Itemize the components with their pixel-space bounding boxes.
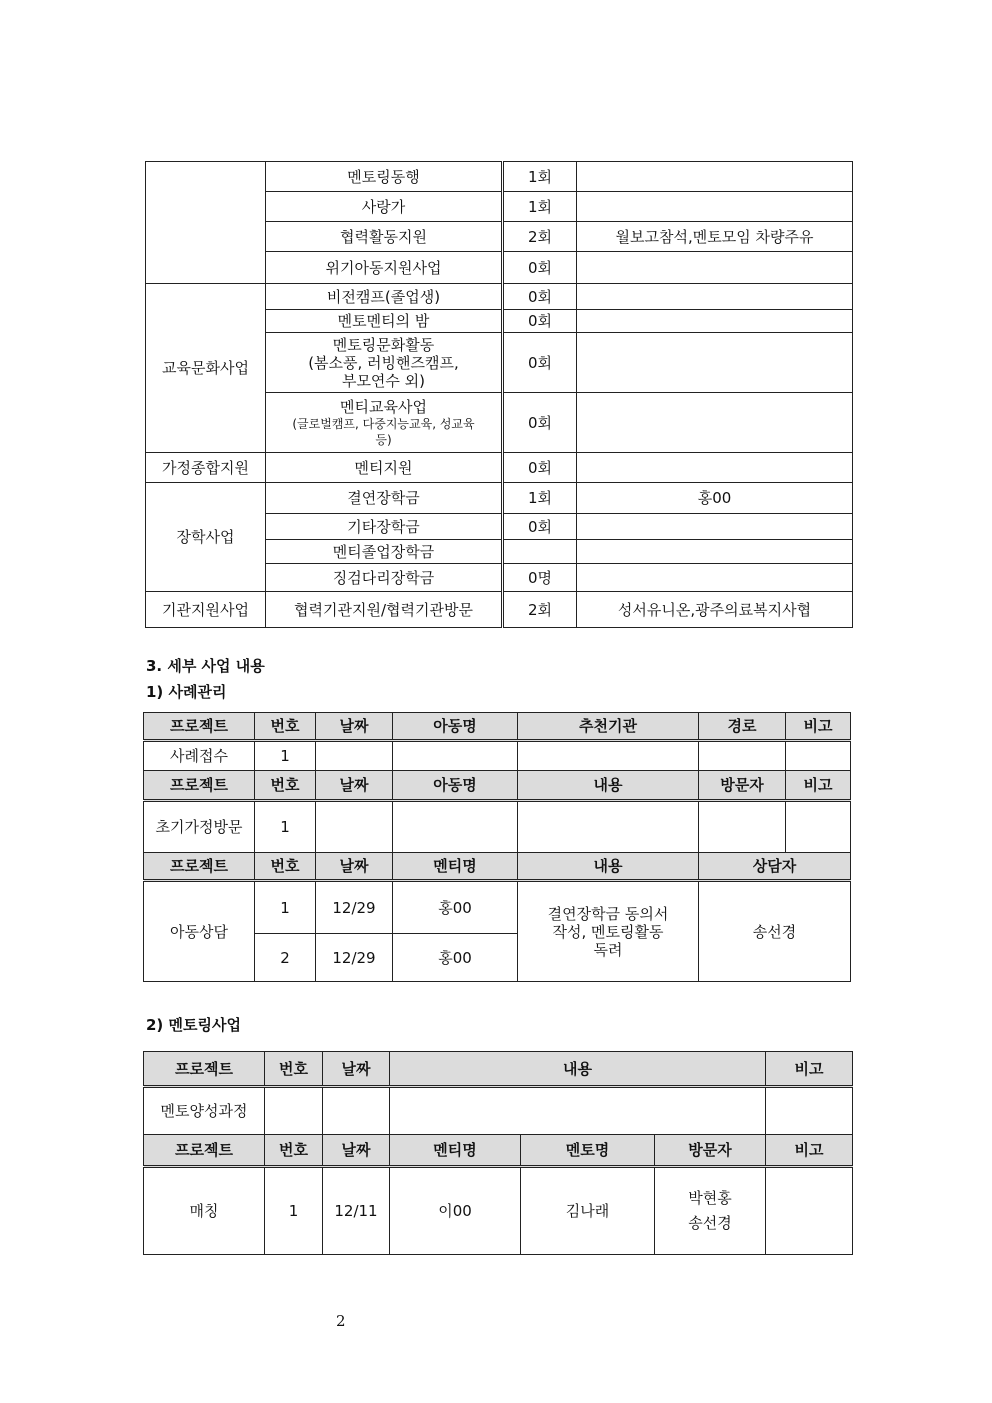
activity-line: 멘티교육사업 (340, 397, 427, 416)
cell-mentee-name: 홍00 (393, 934, 518, 982)
activity-note (577, 514, 853, 540)
cell-date: 12/29 (316, 881, 393, 934)
cell-project: 매칭 (144, 1167, 265, 1255)
activity-name: 멘토멘티의 밤 (266, 310, 503, 333)
category-institution: 기관지원사업 (146, 592, 266, 628)
activity-name: 위기아동지원사업 (266, 252, 503, 284)
cell-remarks (766, 1167, 853, 1255)
cell-date (316, 741, 393, 771)
content-line: 결연장학금 동의서 (547, 904, 669, 923)
header-date: 날짜 (316, 771, 393, 801)
cell-date: 12/29 (316, 934, 393, 982)
activity-name: 비전캠프(졸업생) (266, 284, 503, 310)
cell-content (390, 1087, 766, 1135)
activity-count: 0회 (503, 514, 577, 540)
cell-date (316, 801, 393, 853)
header-remarks: 비고 (786, 771, 851, 801)
category-family: 가정종합지원 (146, 453, 266, 483)
header-child-name: 아동명 (393, 713, 518, 741)
visitor-name: 박현홍 (688, 1189, 732, 1207)
cell-project: 아동상담 (144, 881, 255, 982)
subsection-case-management: 1) 사례관리 (146, 683, 227, 701)
header-number: 번호 (255, 771, 316, 801)
activity-count: 1회 (503, 192, 577, 222)
activity-count: 0회 (503, 284, 577, 310)
header-visitor: 방문자 (699, 771, 786, 801)
category-cell-empty (146, 162, 266, 284)
subsection-mentoring: 2) 멘토링사업 (146, 1016, 241, 1034)
activity-count: 1회 (503, 483, 577, 514)
activity-count: 0회 (503, 393, 577, 453)
cell-child-name (393, 741, 518, 771)
cell-mentee-name: 이00 (390, 1167, 521, 1255)
activity-line: (글로벌캠프, 다중지능교육, 성교육 (292, 416, 475, 431)
activity-count: 0명 (503, 564, 577, 592)
activity-name: 협력활동지원 (266, 222, 503, 252)
cell-content (518, 881, 699, 982)
activity-note (577, 453, 853, 483)
activity-note: 월보고참석,멘토모임 차량주유 (577, 222, 853, 252)
header-route: 경로 (699, 713, 786, 741)
activity-count: 2회 (503, 222, 577, 252)
header-date: 날짜 (316, 853, 393, 881)
activity-name: 사랑가 (266, 192, 503, 222)
activity-name: 징검다리장학금 (266, 564, 503, 592)
header-number: 번호 (255, 713, 316, 741)
header-remarks: 비고 (766, 1052, 853, 1087)
header-mentor-name: 멘토명 (521, 1135, 655, 1167)
header-content: 내용 (518, 853, 699, 881)
header-content: 내용 (390, 1052, 766, 1087)
activity-note (577, 284, 853, 310)
activity-note (577, 564, 853, 592)
header-project: 프로젝트 (144, 1052, 265, 1087)
cell-project: 초기가정방문 (144, 801, 255, 853)
activity-name-multiline (266, 333, 503, 393)
header-project: 프로젝트 (144, 853, 255, 881)
header-number: 번호 (265, 1052, 323, 1087)
page-number: 2 (336, 1312, 346, 1330)
cell-number: 1 (255, 881, 316, 934)
activity-note (577, 540, 853, 564)
activity-line: (봄소풍, 러빙핸즈캠프, (308, 353, 459, 372)
header-date: 날짜 (323, 1052, 390, 1087)
header-remarks: 비고 (786, 713, 851, 741)
header-mentee-name: 멘티명 (393, 853, 518, 881)
cell-remarks (786, 801, 851, 853)
cell-number: 2 (255, 934, 316, 982)
cell-remarks (766, 1087, 853, 1135)
cell-counselor: 송선경 (699, 881, 851, 982)
cell-date: 12/11 (323, 1167, 390, 1255)
category-education: 교육문화사업 (146, 284, 266, 453)
header-visitor: 방문자 (655, 1135, 766, 1167)
cell-mentor-name: 김나래 (521, 1167, 655, 1255)
activity-count: 0회 (503, 333, 577, 393)
activity-note (577, 162, 853, 192)
cell-date (323, 1087, 390, 1135)
cell-project: 사례접수 (144, 741, 255, 771)
header-counselor: 상담자 (699, 853, 851, 881)
header-referral-agency: 추천기관 (518, 713, 699, 741)
cell-project: 멘토양성과정 (144, 1087, 265, 1135)
cell-route (699, 741, 786, 771)
mentoring-table (143, 1051, 853, 1255)
activity-count (503, 540, 577, 564)
cell-visitor (655, 1167, 766, 1255)
activity-name: 멘티지원 (266, 453, 503, 483)
header-number: 번호 (255, 853, 316, 881)
header-number: 번호 (265, 1135, 323, 1167)
activity-note (577, 310, 853, 333)
activity-note (577, 333, 853, 393)
activity-line: 멘토링문화활동 (332, 335, 435, 354)
header-date: 날짜 (323, 1135, 390, 1167)
activity-name: 협력기관지원/협력기관방문 (266, 592, 503, 628)
cell-number: 1 (255, 801, 316, 853)
activity-name: 멘티졸업장학금 (266, 540, 503, 564)
activity-note: 성서유니온,광주의료복지사협 (577, 592, 853, 628)
content-line: 독려 (593, 940, 623, 959)
activity-name-multiline (266, 393, 503, 453)
activity-count: 0회 (503, 453, 577, 483)
header-remarks: 비고 (766, 1135, 853, 1167)
activity-note: 홍00 (577, 483, 853, 514)
cell-referral-agency (518, 741, 699, 771)
activity-note (577, 393, 853, 453)
section-title: 3. 세부 사업 내용 (146, 657, 265, 675)
activity-note (577, 252, 853, 284)
header-child-name: 아동명 (393, 771, 518, 801)
activity-count: 1회 (503, 162, 577, 192)
activity-table (145, 161, 853, 628)
header-content: 내용 (518, 771, 699, 801)
category-scholarship: 장학사업 (146, 483, 266, 592)
visitor-name: 송선경 (688, 1214, 732, 1232)
cell-number: 1 (255, 741, 316, 771)
cell-number: 1 (265, 1167, 323, 1255)
header-project: 프로젝트 (144, 1135, 265, 1167)
activity-count: 2회 (503, 592, 577, 628)
activity-name: 기타장학금 (266, 514, 503, 540)
case-management-table (143, 712, 851, 982)
activity-line: 등) (375, 432, 392, 447)
activity-count: 0회 (503, 252, 577, 284)
activity-note (577, 192, 853, 222)
cell-mentee-name: 홍00 (393, 881, 518, 934)
activity-name: 결연장학금 (266, 483, 503, 514)
activity-line: 부모연수 외) (341, 371, 426, 390)
cell-remarks (786, 741, 851, 771)
header-date: 날짜 (316, 713, 393, 741)
cell-child-name (393, 801, 518, 853)
cell-content (518, 801, 699, 853)
activity-name: 멘토링동행 (266, 162, 503, 192)
cell-visitor (699, 801, 786, 853)
cell-number (265, 1087, 323, 1135)
content-line: 작성, 멘토링활동 (552, 922, 664, 941)
header-mentee-name: 멘티명 (390, 1135, 521, 1167)
header-project: 프로젝트 (144, 713, 255, 741)
header-project: 프로젝트 (144, 771, 255, 801)
activity-count: 0회 (503, 310, 577, 333)
